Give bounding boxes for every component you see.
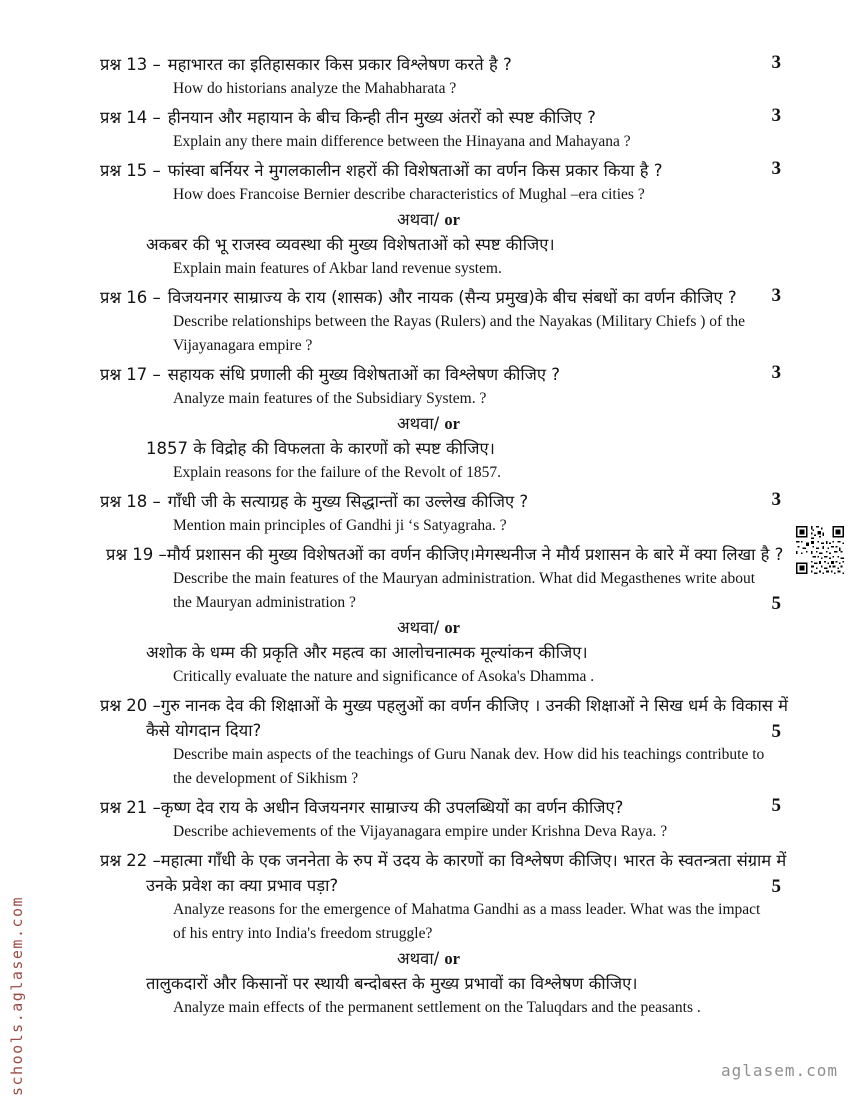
- question-hindi-text: फांस्वा बर्नियर ने मुगलकालीन शहरों की विशेषताओं का वर्णन किस प्रकार किया है ?: [167, 161, 663, 180]
- or-hindi: अथवा/: [397, 414, 440, 433]
- marks-value: 5: [771, 876, 781, 897]
- question-block-13: [100, 52, 797, 101]
- question-hindi-text: मौर्य प्रशासन की मुख्य विशेषतओं का वर्णन कीजिए।मेगस्थनीज ने मौर्य प्रशासन के बारे में क्या लिखा है ?: [166, 545, 784, 564]
- watermark-left: schools.aglasem.com: [8, 895, 26, 1096]
- question-17-hindi-line: [100, 362, 797, 387]
- question-alt-hindi-text: अशोक के धम्म की प्रकृति और महत्व का आलोचनात्मक मूल्यांकन कीजिए।: [146, 643, 588, 662]
- question-19-alt-english-line: [173, 665, 797, 689]
- or-english: or: [444, 949, 460, 968]
- qr-code: [796, 526, 844, 574]
- question-number: प्रश्न 21 –: [100, 798, 161, 817]
- question-paper-body: [100, 52, 797, 1024]
- question-19-english-line: [173, 567, 797, 615]
- marks-value: 3: [771, 105, 781, 126]
- question-18-hindi-line: [100, 489, 797, 514]
- question-block-20: [100, 693, 797, 791]
- question-20-english-line: [173, 743, 797, 791]
- or-english: or: [444, 210, 460, 229]
- question-22-alt-english-line: [173, 996, 797, 1020]
- question-alt-english-text: Critically evaluate the nature and significance of Asoka's Dhamma .: [173, 668, 595, 685]
- question-22-alt-hindi-line: [100, 971, 797, 996]
- question-17-alt-hindi-line: [100, 436, 797, 461]
- question-hindi-text: गुरु नानक देव की शिक्षाओं के मुख्य पहलुओं का वर्णन कीजिए । उनकी शिक्षाओं ने सिख धर्म के विकास में कैसे योगदान दिया?: [146, 696, 788, 740]
- question-number: प्रश्न 19 –: [106, 545, 167, 564]
- question-block-15: [100, 158, 797, 281]
- marks-value: 3: [771, 489, 781, 510]
- question-22-hindi-line: [100, 848, 797, 898]
- question-block-16: [100, 285, 797, 358]
- question-english-text: Analyze reasons for the emergence of Mahatma Gandhi as a mass leader. What was the impact of his entry into India's freedom struggle?: [173, 901, 761, 942]
- or-divider: [100, 411, 797, 436]
- question-hindi-text: कृष्ण देव राय के अधीन विजयनगर साम्राज्य की उपलब्धियों का वर्णन कीजिए?: [160, 798, 624, 817]
- question-block-21: [100, 795, 797, 844]
- question-english-text: Describe relationships between the Rayas (Rulers) and the Nayakas (Military Chiefs ) of the Vijayanagara empire ?: [173, 313, 746, 354]
- question-16-hindi-line: [100, 285, 797, 310]
- question-13-english-line: [173, 77, 797, 101]
- question-number: प्रश्न 15 –: [100, 161, 161, 180]
- or-hindi: अथवा/: [397, 618, 440, 637]
- or-hindi: अथवा/: [397, 210, 440, 229]
- question-number: प्रश्न 17 –: [100, 365, 161, 384]
- question-alt-english-text: Analyze main effects of the permanent settlement on the Taluqdars and the peasants .: [173, 999, 701, 1016]
- question-21-hindi-line: [100, 795, 797, 820]
- question-hindi-text: सहायक संधि प्रणाली की मुख्य विशेषताओं का विश्लेषण कीजिए ?: [167, 365, 561, 384]
- question-block-14: [100, 105, 797, 154]
- marks-value: 5: [771, 593, 781, 614]
- question-alt-hindi-text: अकबर की भू राजस्व व्यवस्था की मुख्य विशेषताओं को स्पष्ट कीजिए।: [146, 235, 555, 254]
- question-alt-hindi-text: तालुकदारों और किसानों पर स्थायी बन्दोबस्त के मुख्य प्रभावों का विश्लेषण कीजिए।: [146, 974, 638, 993]
- marks-value: 5: [771, 721, 781, 742]
- question-14-hindi-line: [100, 105, 797, 130]
- question-15-alt-english-line: [173, 257, 797, 281]
- question-hindi-text: विजयनगर साम्राज्य के राय (शासक) और नायक (सैन्य प्रमुख)के बीच संबधों का वर्णन कीजिए ?: [167, 288, 737, 307]
- question-22-english-line: [173, 898, 797, 946]
- or-english: or: [444, 414, 460, 433]
- question-hindi-text: गाँधी जी के सत्याग्रह के मुख्य सिद्धान्तों का उल्लेख कीजिए ?: [167, 492, 529, 511]
- question-hindi-text: हीनयान और महायान के बीच किन्ही तीन मुख्य अंतरों को स्पष्ट कीजिए ?: [167, 108, 596, 127]
- question-17-english-line: [173, 387, 797, 411]
- question-13-hindi-line: [100, 52, 797, 77]
- marks-value: 5: [771, 795, 781, 816]
- question-number: प्रश्न 14 –: [100, 108, 161, 127]
- question-14-english-line: [173, 130, 797, 154]
- or-hindi: अथवा/: [397, 949, 440, 968]
- question-15-alt-hindi-line: [100, 232, 797, 257]
- question-20-hindi-line: [100, 693, 797, 743]
- question-english-text: Describe main aspects of the teachings of Guru Nanak dev. How did his teachings contribute to the development of Sikhism ?: [173, 746, 765, 787]
- question-15-english-line: [173, 183, 797, 207]
- question-english-text: How do historians analyze the Mahabharata ?: [173, 80, 457, 97]
- question-17-alt-english-line: [173, 461, 797, 485]
- question-english-text: Describe achievements of the Vijayanagara empire under Krishna Deva Raya. ?: [173, 823, 668, 840]
- question-english-text: How does Francoise Bernier describe characteristics of Mughal –era cities ?: [173, 186, 645, 203]
- question-hindi-text: महाभारत का इतिहासकार किस प्रकार विश्लेषण करते है ?: [167, 55, 512, 74]
- question-number: प्रश्न 18 –: [100, 492, 161, 511]
- question-block-22: [100, 848, 797, 1020]
- or-divider: [100, 615, 797, 640]
- marks-value: 3: [771, 52, 781, 73]
- question-19-alt-hindi-line: [100, 640, 797, 665]
- question-alt-english-text: Explain main features of Akbar land revenue system.: [173, 260, 502, 277]
- question-english-text: Mention main principles of Gandhi ji ‘s Satyagraha. ?: [173, 517, 507, 534]
- question-21-english-line: [173, 820, 797, 844]
- question-hindi-text: महात्मा गाँधी के एक जननेता के रुप में उदय के कारणों का विश्लेषण कीजिए। भारत के स्वतन्त्रता संग्राम में उनके प्रवेश का क्या प्रभाव पड़ा?: [146, 851, 787, 895]
- or-english: or: [444, 618, 460, 637]
- or-divider: [100, 946, 797, 971]
- question-19-hindi-line: [100, 542, 797, 567]
- question-number: प्रश्न 16 –: [100, 288, 161, 307]
- question-english-text: Describe the main features of the Mauryan administration. What did Megasthenes write about the Mauryan administration ?: [173, 570, 756, 611]
- question-number: प्रश्न 13 –: [100, 55, 161, 74]
- question-15-hindi-line: [100, 158, 797, 183]
- marks-value: 3: [771, 158, 781, 179]
- watermark-right: aglasem.com: [721, 1061, 838, 1080]
- question-english-text: Explain any there main difference between the Hinayana and Mahayana ?: [173, 133, 631, 150]
- question-alt-english-text: Explain reasons for the failure of the Revolt of 1857.: [173, 464, 501, 481]
- question-block-17: [100, 362, 797, 485]
- qr-code-image: [796, 526, 844, 574]
- marks-value: 3: [771, 362, 781, 383]
- question-number: प्रश्न 20 –: [100, 696, 161, 715]
- question-block-19: [100, 542, 797, 689]
- question-16-english-line: [173, 310, 797, 358]
- or-divider: [100, 207, 797, 232]
- question-number: प्रश्न 22 –: [100, 851, 161, 870]
- marks-value: 3: [771, 285, 781, 306]
- question-block-18: [100, 489, 797, 538]
- question-alt-hindi-text: 1857 के विद्रोह की विफलता के कारणों को स्पष्ट कीजिए।: [146, 439, 495, 458]
- question-english-text: Analyze main features of the Subsidiary System. ?: [173, 390, 487, 407]
- question-18-english-line: [173, 514, 797, 538]
